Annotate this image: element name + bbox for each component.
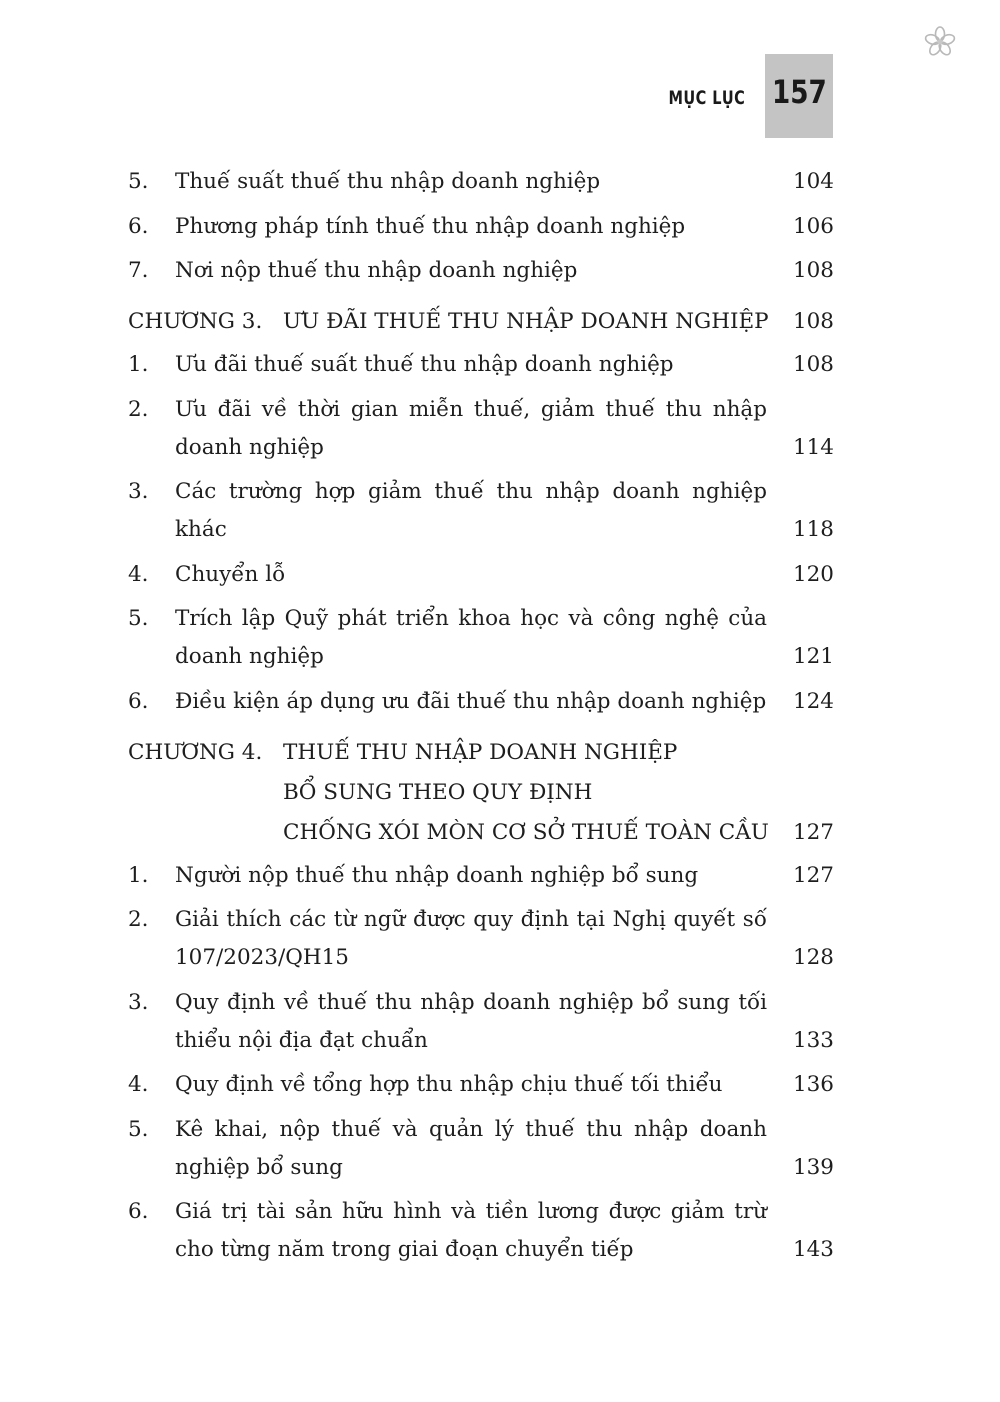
chapter-title bbox=[283, 733, 773, 853]
toc-entry bbox=[128, 600, 834, 676]
entry-page-number: 106 bbox=[792, 213, 834, 239]
entry-number: 4. bbox=[128, 561, 149, 587]
entry-title: Ưu đãi về thời gian miễn thuế, giảm thuế thu nhập doanh nghiệp bbox=[175, 396, 767, 460]
entry-number: 5. bbox=[128, 606, 149, 631]
entry-number: 4. bbox=[128, 1072, 149, 1097]
toc-chapter bbox=[128, 733, 834, 853]
toc-entry bbox=[128, 1193, 834, 1269]
toc-entry bbox=[128, 473, 834, 549]
toc-chapter bbox=[128, 302, 834, 342]
page-header bbox=[0, 54, 1000, 138]
toc-entry bbox=[128, 208, 834, 246]
entry-page-number: 108 bbox=[792, 258, 834, 283]
chapter-page-number: 127 bbox=[792, 819, 834, 845]
entry-number: 6. bbox=[128, 213, 149, 239]
entry-number: 3. bbox=[128, 989, 149, 1015]
entry-page-number: 136 bbox=[792, 1072, 834, 1097]
chapter-label: CHƯƠNG 4. bbox=[128, 739, 263, 765]
chapter-title-line: THUẾ THU NHẬP DOANH NGHIỆP bbox=[283, 739, 678, 765]
chapter-title bbox=[283, 302, 773, 342]
toc-entry bbox=[128, 1111, 834, 1187]
table-of-contents bbox=[128, 163, 834, 1276]
entry-page-number: 128 bbox=[792, 945, 834, 970]
entry-title: Ưu đãi thuế suất thuế thu nhập doanh nghiệp bbox=[175, 352, 674, 377]
entry-page-number: 127 bbox=[792, 862, 834, 888]
entry-title: Điều kiện áp dụng ưu đãi thuế thu nhập doanh nghiệp bbox=[175, 688, 767, 714]
toc-entry bbox=[128, 984, 834, 1060]
entry-page-number: 114 bbox=[792, 434, 834, 460]
chapter-label: CHƯƠNG 3. bbox=[128, 309, 263, 334]
entry-number: 3. bbox=[128, 479, 149, 504]
entry-title: Giá trị tài sản hữu hình và tiền lương được giảm trừ cho từng năm trong giai đoạn chuyển tiếp bbox=[175, 1199, 767, 1262]
page-number: 157 bbox=[771, 73, 827, 111]
entry-title: Các trường hợp giảm thuế thu nhập doanh nghiệp khác bbox=[175, 479, 767, 542]
entry-number: 1. bbox=[128, 352, 149, 377]
entry-title: Quy định về thuế thu nhập doanh nghiệp bổ sung tối thiểu nội địa đạt chuẩn bbox=[175, 989, 767, 1053]
entry-title: Quy định về tổng hợp thu nhập chịu thuế tối thiểu bbox=[175, 1072, 723, 1097]
entry-title: Giải thích các từ ngữ được quy định tại Nghị quyết số 107/2023/QH15 bbox=[175, 907, 767, 970]
entry-page-number: 108 bbox=[792, 352, 834, 377]
entry-number: 6. bbox=[128, 1199, 149, 1224]
entry-page-number: 143 bbox=[792, 1237, 834, 1262]
toc-entry bbox=[128, 857, 834, 895]
entry-title: Nơi nộp thuế thu nhập doanh nghiệp bbox=[175, 258, 578, 283]
toc-entry bbox=[128, 391, 834, 467]
entry-title: Kê khai, nộp thuế và quản lý thuế thu nhập doanh nghiệp bổ sung bbox=[175, 1116, 767, 1180]
chapter-page-number: 108 bbox=[792, 309, 834, 334]
entry-page-number: 120 bbox=[792, 561, 834, 587]
entry-page-number: 104 bbox=[792, 169, 834, 194]
toc-entry bbox=[128, 683, 834, 721]
entry-number: 5. bbox=[128, 169, 149, 194]
entry-number: 1. bbox=[128, 862, 149, 888]
entry-page-number: 133 bbox=[792, 1027, 834, 1053]
entry-number: 2. bbox=[128, 907, 149, 932]
entry-title: Thuế suất thuế thu nhập doanh nghiệp bbox=[175, 169, 601, 194]
entry-page-number: 118 bbox=[792, 517, 834, 542]
entry-page-number: 124 bbox=[792, 688, 834, 714]
entry-number: 5. bbox=[128, 1116, 149, 1142]
toc-entry bbox=[128, 163, 834, 201]
entry-title: Chuyển lỗ bbox=[175, 561, 286, 587]
entry-number: 2. bbox=[128, 396, 149, 422]
page-number-box bbox=[765, 54, 833, 138]
toc-entry bbox=[128, 901, 834, 977]
chapter-title-line: CHỐNG XÓI MÒN CƠ SỞ THUẾ TOÀN CẦU bbox=[283, 819, 769, 845]
entry-number: 6. bbox=[128, 688, 149, 714]
toc-entry bbox=[128, 346, 834, 384]
chapter-title-line: BỔ SUNG THEO QUY ĐỊNH bbox=[283, 779, 593, 805]
entry-page-number: 139 bbox=[792, 1154, 834, 1180]
entry-number: 7. bbox=[128, 258, 149, 283]
toc-entry bbox=[128, 252, 834, 290]
entry-title: Phương pháp tính thuế thu nhập doanh nghiệp bbox=[175, 213, 686, 239]
running-title: MỤC LỤC bbox=[668, 87, 745, 109]
entry-title: Trích lập Quỹ phát triển khoa học và công nghệ của doanh nghiệp bbox=[175, 606, 767, 669]
toc-entry bbox=[128, 1066, 834, 1104]
chapter-title-line: ƯU ĐÃI THUẾ THU NHẬP DOANH NGHIỆP bbox=[283, 309, 769, 334]
entry-page-number: 121 bbox=[792, 644, 834, 669]
entry-title: Người nộp thuế thu nhập doanh nghiệp bổ sung bbox=[175, 862, 699, 888]
toc-entry bbox=[128, 556, 834, 594]
